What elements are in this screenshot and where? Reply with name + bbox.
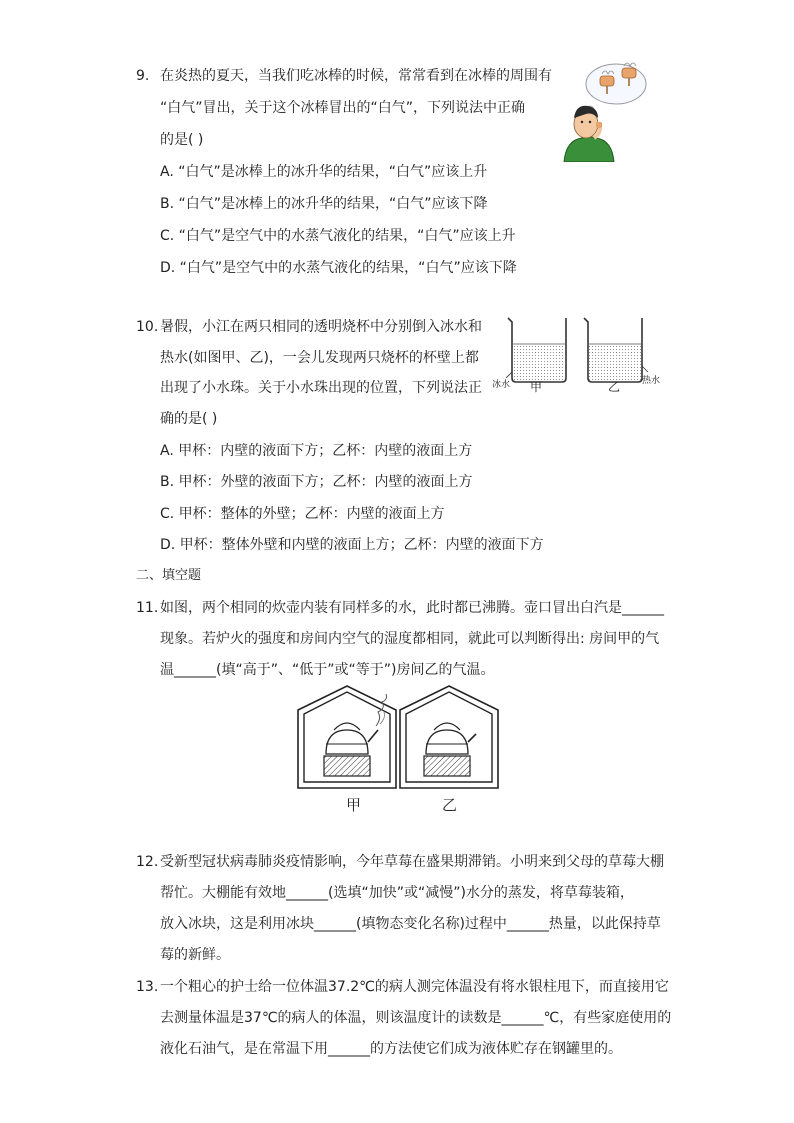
kettle-houses-figure [296, 684, 500, 792]
question-text: 受新型冠状病毒肺炎疫情影响，今年草莓在盛果期滞销。小明来到父母的草莓大棚 [160, 854, 664, 870]
question-stem: 的是( ) [160, 132, 204, 148]
question-text: 放入冰块，这是利用冰块______(填物态变化名称)过程中______热量，以此保持草 [160, 916, 661, 932]
option-b: B. “白气”是冰棒上的冰升华的结果，“白气”应该下降 [160, 196, 488, 212]
question-number: 9. [136, 68, 150, 84]
question-text: 帮忙。大棚能有效地______(选填“加快”或“减慢”)水分的蒸发，将草莓装箱， [160, 885, 634, 901]
question-stem: 热水(如图甲、乙)，一会儿发现两只烧杯的杯壁上都 [160, 350, 479, 366]
question-text: 莓的新鲜。 [160, 947, 230, 963]
option-b: B. 甲杯：外壁的液面下方；乙杯：内壁的液面上方 [160, 474, 473, 490]
question-text: 温______(填“高于”、“低于”或“等于”)房间乙的气温。 [160, 662, 495, 678]
option-a: A. “白气”是冰棒上的冰升华的结果，“白气”应该上升 [160, 164, 488, 180]
question-stem: 确的是( ) [160, 411, 218, 427]
question-stem: 在炎热的夏天，当我们吃冰棒的时候，常常看到在冰棒的周围有 [160, 68, 552, 84]
option-c: C. 甲杯：整体的外壁；乙杯：内壁的液面上方 [160, 506, 445, 522]
question-number: 12. [136, 854, 159, 870]
question-text: 去测量体温是37℃的病人的体温，则该温度计的读数是______℃，有些家庭使用的 [160, 1010, 672, 1026]
option-a: A. 甲杯：内壁的液面下方；乙杯：内壁的液面上方 [160, 443, 473, 459]
option-d: D. “白气”是空气中的水蒸气液化的结果，“白气”应该下降 [160, 260, 517, 276]
house-yi [400, 686, 498, 788]
question-text: 一个粗心的护士给一位体温37.2℃的病人测完体温没有将水银柱甩下，而直接用它 [160, 979, 669, 995]
question-number: 13. [136, 979, 159, 995]
question-number: 10. [136, 319, 159, 335]
section-title: 二、填空题 [136, 568, 202, 583]
option-d: D. 甲杯：整体外壁和内壁的液面上方；乙杯：内壁的液面下方 [160, 537, 544, 553]
figure-label-yi: 乙 [608, 380, 621, 394]
figure-label-jia: 甲 [530, 380, 543, 394]
ice-water-tag: 冰水 [492, 380, 511, 390]
question-stem: 暑假，小江在两只相同的透明烧杯中分别倒入冰水和 [160, 319, 482, 335]
hot-water-tag: 热水 [642, 376, 661, 386]
question-number: 11. [136, 600, 159, 616]
figure-label-jia: 甲 [346, 796, 362, 814]
beaker-ice-water [506, 318, 566, 382]
beakers-figure [492, 312, 668, 396]
question-stem: “白气”冒出，关于这个冰棒冒出的“白气”，下列说法中正确 [160, 100, 526, 116]
question-text: 液化石油气，是在常温下用______的方法使它们成为液体贮存在钢罐里的。 [160, 1041, 622, 1057]
figure-label-yi: 乙 [442, 796, 458, 814]
house-jia [298, 686, 396, 788]
option-c: C. “白气”是空气中的水蒸气液化的结果，“白气”应该上升 [160, 228, 516, 244]
question-stem: 出现了小水珠。关于小水珠出现的位置，下列说法正 [160, 380, 482, 396]
beaker-hot-water [584, 318, 648, 382]
question-text: 如图，两个相同的炊壶内装有同样多的水，此时都已沸腾。壶口冒出白汽是______ [160, 600, 664, 616]
popsicle-boy-illustration [560, 56, 656, 162]
question-text: 现象。若炉火的强度和房间内空气的湿度都相同，就此可以判断得出: 房间甲的气 [160, 631, 660, 647]
